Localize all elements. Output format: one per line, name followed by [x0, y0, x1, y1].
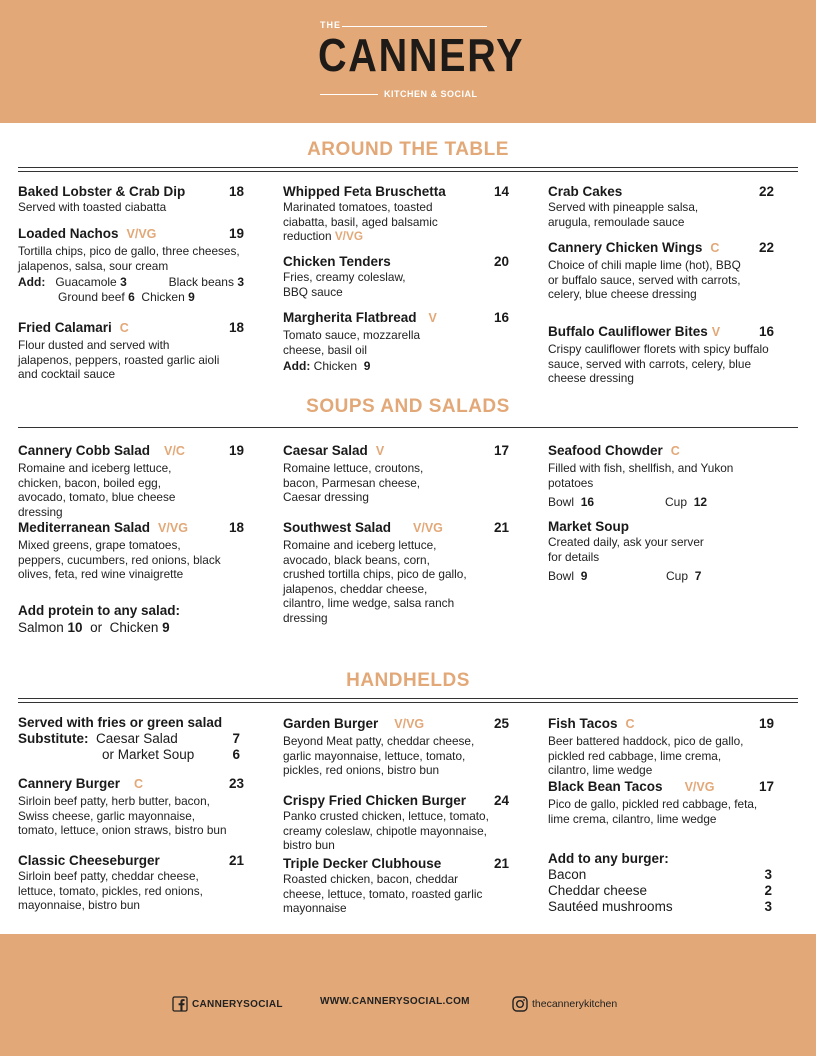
section-divider [18, 427, 798, 428]
menu-item: Cannery Burger C 23 Sirloin beef patty, herb butter, bacon, Swiss cheese, garlic mayonnaise, tomato, lettuce, onion straws, bistro bun [18, 776, 244, 838]
cannery-logo: THE CANNERY KITCHEN & SOCIAL [318, 20, 525, 99]
nacho-add-ons: Add: Guacamole 3 Black beans 3 Ground beef 6 Chicken 9 [18, 275, 244, 304]
menu-item: Cannery Chicken Wings C 22 Choice of chili maple lime (hot), BBQ or buffalo sauce, served with carrots, celery, blue cheese dressing [548, 240, 774, 302]
section-divider [18, 167, 798, 172]
menu-item: Loaded Nachos V/VG 19 Tortilla chips, pico de gallo, three cheeses, jalapenos, salsa, sour cream [18, 226, 244, 273]
instagram-icon [512, 996, 528, 1012]
section-title-around: AROUND THE TABLE [307, 139, 509, 160]
menu-item: Mediterranean Salad V/VG 18 Mixed greens, grape tomatoes, peppers, cucumbers, red onions, black olives, feta, red wine vinaigrette [18, 520, 244, 582]
section-title-handhelds: HANDHELDS [346, 670, 470, 691]
menu-item: Fish Tacos C 19 Beer battered haddock, pico de gallo, pickled red cabbage, lime crema, cilantro, lime wedge [548, 716, 774, 778]
menu-item: Buffalo Cauliflower Bites V 16 Crispy cauliflower florets with spicy buffalo sauce, served with carrots, celery, blue cheese dressing [548, 324, 774, 386]
facebook-link[interactable]: CANNERYSOCIAL [172, 996, 283, 1012]
menu-item: Southwest Salad V/VG 21 Romaine and iceberg lettuce, avocado, black beans, corn, crushed tortilla chips, pico de gallo, jalapenos, cheddar cheese, cilantro, lime wedge, salsa ranch dressing [283, 520, 509, 625]
menu-item: Crispy Fried Chicken Burger 24 Panko crusted chicken, lettuce, tomato, creamy coleslaw, chipotle mayonnaise, bistro bun [283, 793, 509, 853]
menu-item: Whipped Feta Bruschetta 14 Marinated tomatoes, toasted ciabatta, basil, aged balsamic reduction V/VG [283, 184, 509, 244]
menu-item: Chicken Tenders 20 Fries, creamy coleslaw, BBQ sauce [283, 254, 509, 299]
section-title-soups: SOUPS AND SALADS [306, 396, 510, 417]
instagram-link[interactable]: thecannerykitchen [512, 996, 617, 1012]
menu-item: Margherita Flatbread V 16 Tomato sauce, mozzarella cheese, basil oil [283, 310, 509, 357]
handhelds-note: Served with fries or green salad Substitute: Caesar Salad 7 or Market Soup 6 [18, 715, 240, 762]
menu-item: Baked Lobster & Crab Dip 18 Served with toasted ciabatta [18, 184, 244, 214]
protein-add-on: Add protein to any salad: Salmon 10 or Chicken 9 [18, 603, 181, 635]
menu-item: Black Bean Tacos V/VG 17 Pico de gallo, pickled red cabbage, feta, lime crema, cilantro, lime wedge [548, 779, 774, 826]
burger-add-ons: Add to any burger: Bacon 3 Cheddar cheese 2 Sautéed mushrooms 3 [548, 851, 772, 914]
menu-item: Cannery Cobb Salad V/C 19 Romaine and iceberg lettuce, chicken, bacon, boiled egg, avocado, tomato, blue cheese dressing [18, 443, 244, 519]
menu-item: Triple Decker Clubhouse 21 Roasted chicken, bacon, cheddar cheese, lettuce, tomato, roasted garlic mayonnaise [283, 856, 509, 916]
flatbread-add-on: Add: Chicken 9 [283, 359, 371, 373]
menu-item: Crab Cakes 22 Served with pineapple salsa, arugula, remoulade sauce [548, 184, 774, 229]
footer-band [0, 934, 816, 1056]
menu-item: Fried Calamari C 18 Flour dusted and served with jalapenos, peppers, roasted garlic aioli and cocktail sauce [18, 320, 244, 382]
menu-item: Garden Burger V/VG 25 Beyond Meat patty, cheddar cheese, garlic mayonnaise, lettuce, tomato, pickles, red onions, bistro bun [283, 716, 509, 778]
menu-item: Classic Cheeseburger 21 Sirloin beef patty, cheddar cheese, lettuce, tomato, pickles, red onions, mayonnaise, bistro bun [18, 853, 244, 913]
website-link[interactable]: WWW.CANNERYSOCIAL.COM [320, 996, 470, 1007]
menu-item: Caesar Salad V 17 Romaine lettuce, croutons, bacon, Parmesan cheese, Caesar dressing [283, 443, 509, 505]
menu-item: Seafood Chowder C Filled with fish, shellfish, and Yukon potatoes Bowl 16 Cup 12 [548, 443, 734, 510]
facebook-icon [172, 996, 188, 1012]
menu-item: Market Soup Created daily, ask your server for details Bowl 9 Cup 7 [548, 519, 704, 584]
section-divider [18, 698, 798, 703]
